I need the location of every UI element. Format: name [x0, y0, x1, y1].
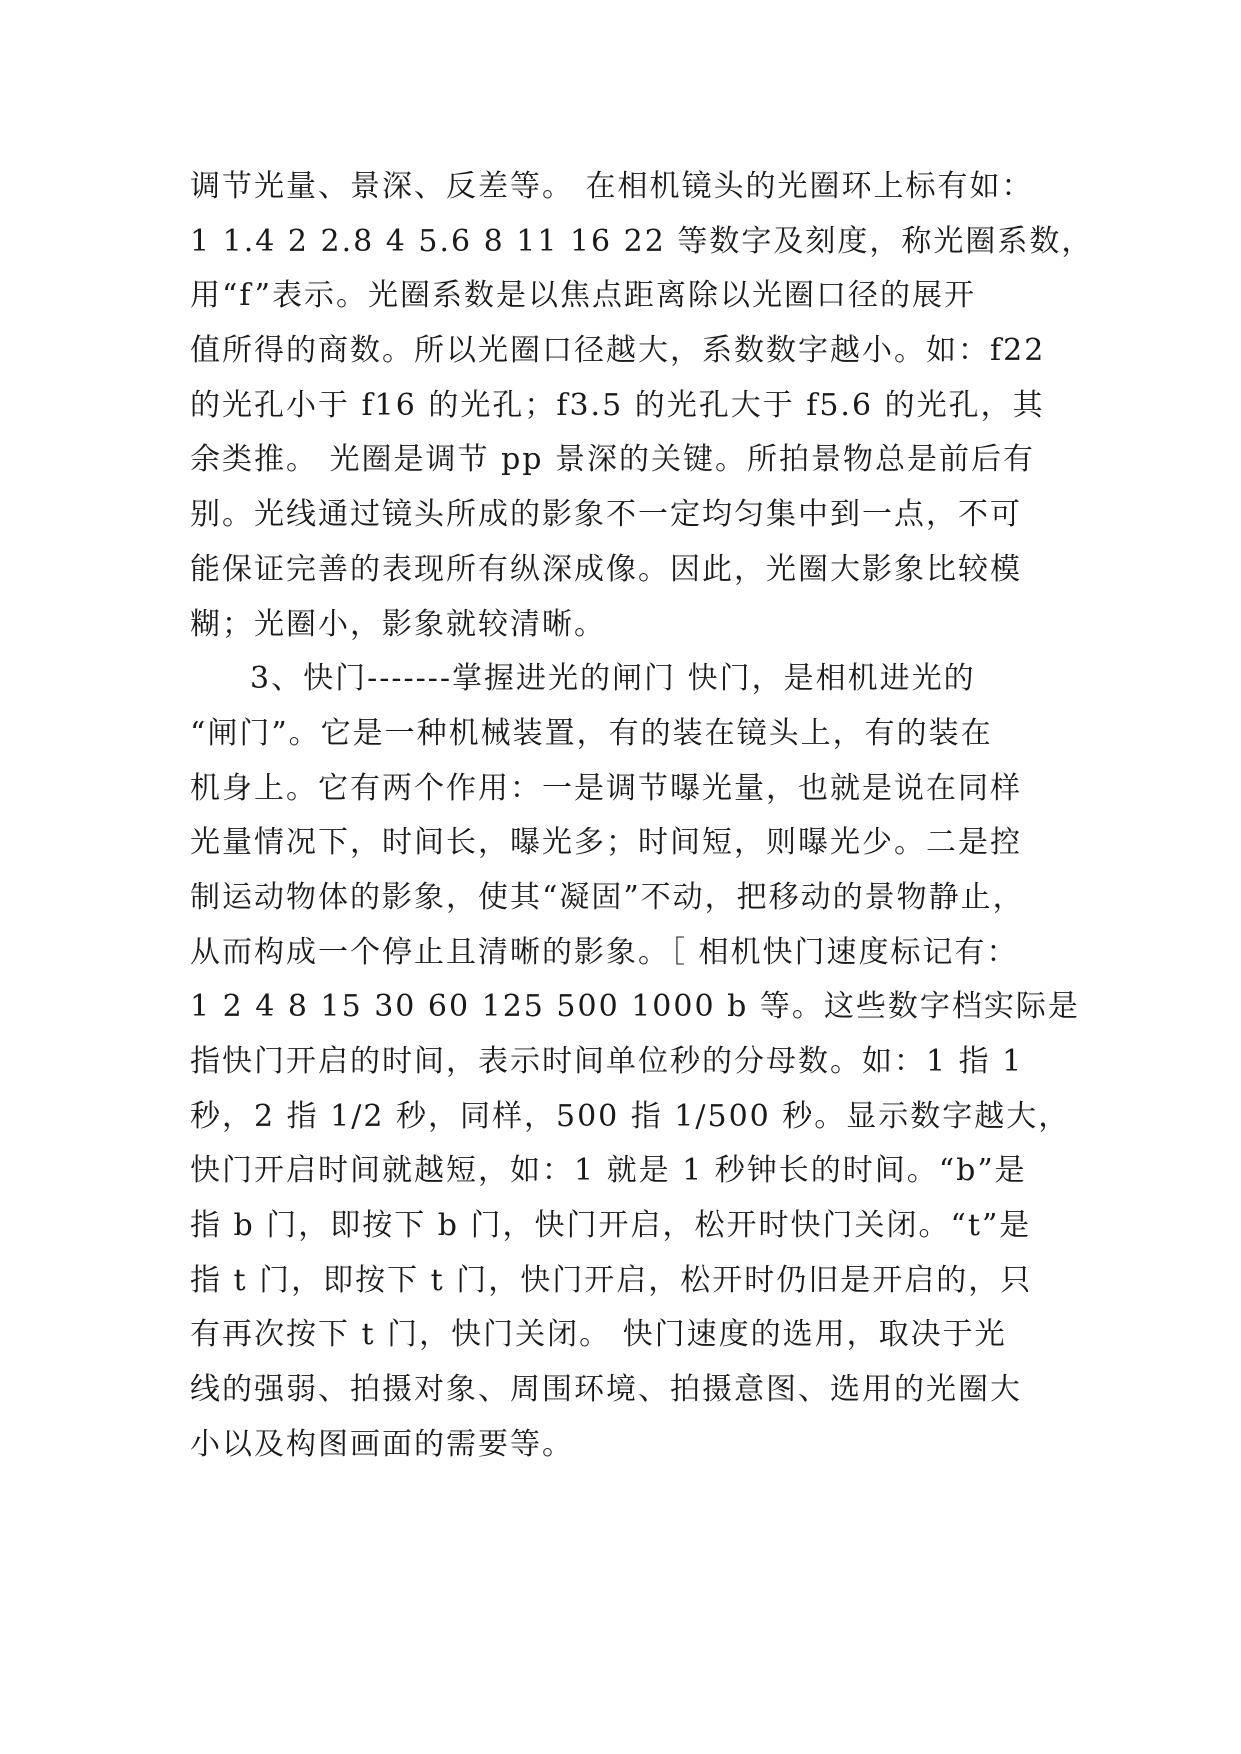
text-line: 机身上。它有两个作用：一是调节曝光量，也就是说在同样	[190, 770, 1022, 806]
text-line: 小以及构图画面的需要等。	[190, 1426, 574, 1462]
text-line: 指快门开启的时间，表示时间单位秒的分母数。如：1 指 1	[190, 1044, 1024, 1079]
text-line: 秒，2 指 1/2 秒，同样，500 指 1/500 秒。显示数字越大，	[190, 1098, 1071, 1134]
text-line: 从而构成一个停止且清晰的影象。［ 相机快门速度标记有：	[190, 934, 1019, 970]
text-line: 1 2 4 8 15 30 60 125 500 1000 b 等。这些数字档实际是	[190, 989, 1080, 1025]
text-line: 能保证完善的表现所有纵深成像。因此，光圈大影象比较模	[190, 551, 1022, 587]
text-line: 用“f”表示。光圈系数是以焦点距离除以光圈口径的展开	[190, 278, 976, 314]
text-line: 指 b 门，即按下 b 门，快门开启，松开时快门关闭。“t”是	[190, 1208, 1032, 1244]
text-line: “闸门”。它是一种机械装置，有的装在镜头上，有的装在	[190, 715, 993, 751]
text-line: 的光孔小于 f16 的光孔；f3.5 的光孔大于 f5.6 的光孔，其	[190, 387, 1045, 423]
text-line: 糊；光圈小，影象就较清晰。	[190, 606, 606, 642]
text-line: 余类推。 光圈是调节 pp 景深的关键。所拍景物总是前后有	[190, 442, 1036, 478]
text-line: 光量情况下，时间长，曝光多；时间短，则曝光少。二是控	[190, 825, 1022, 861]
text-line: 1 1.4 2 2.8 4 5.6 8 11 16 22 等数字及刻度，称光圈系数，	[190, 223, 1094, 259]
text-line: 别。光线通过镜头所成的影象不一定均匀集中到一点，不可	[190, 497, 1022, 533]
text-line: 值所得的商数。所以光圈口径越大，系数数字越小。如：f22	[190, 333, 1046, 369]
text-line: 快门开启时间就越短，如：1 就是 1 秒钟长的时间。“b”是	[190, 1153, 1027, 1189]
text-line: 调节光量、景深、反差等。 在相机镜头的光圈环上标有如：	[190, 169, 1034, 204]
text-line: 指 t 门，即按下 t 门，快门开启，松开时仍旧是开启的，只	[190, 1262, 1033, 1298]
section-heading-line: 3、快门-------掌握进光的闸门 快门，是相机进光的	[250, 661, 976, 697]
text-line: 线的强弱、拍摄对象、周围环境、拍摄意图、选用的光圈大	[190, 1372, 1022, 1408]
body-text	[190, 160, 1094, 1473]
text-line: 有再次按下 t 门，快门关闭。 快门速度的选用，取决于光	[190, 1317, 1007, 1353]
text-line: 制运动物体的影象，使其“凝固”不动，把移动的景物静止，	[190, 879, 1025, 915]
